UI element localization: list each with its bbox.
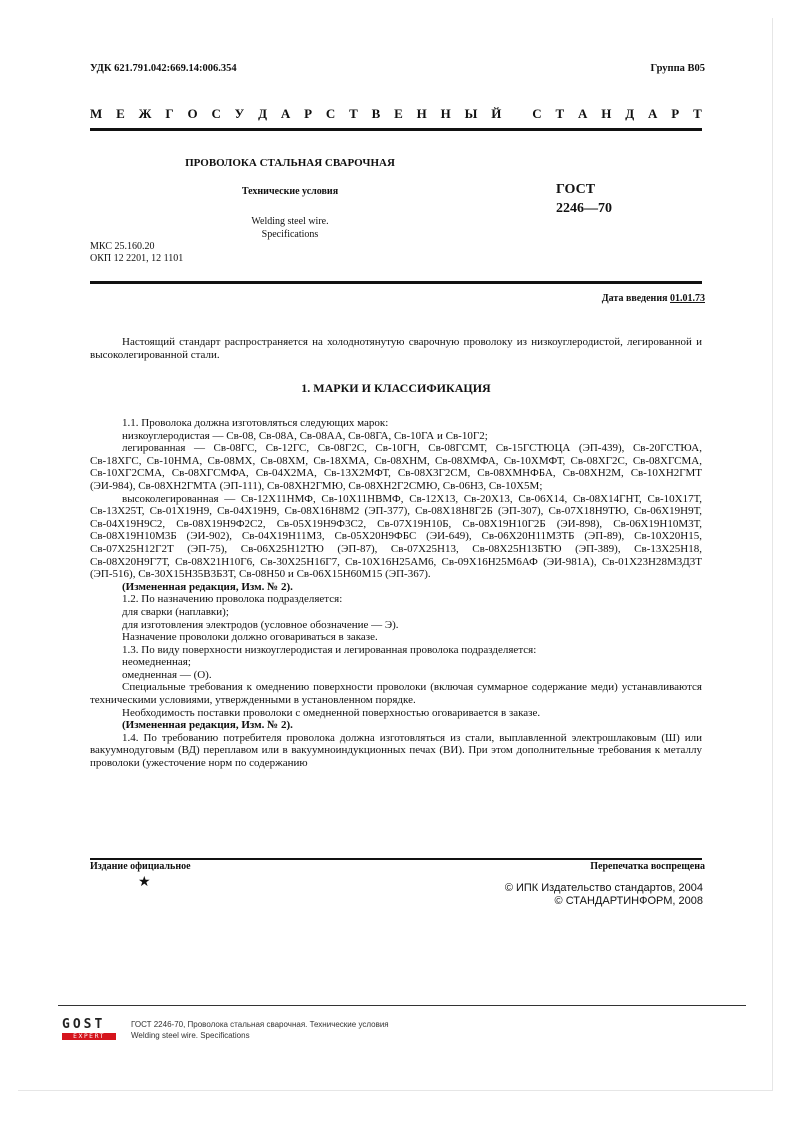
high-alloyed-grades: высоколегированная — Св-12Х11НМФ, Св-10Х11НВМФ, Св-12Х13, Св-20Х13, Св-06Х14, Св-08Х14ГНТ, Св-10Х17Т, Св-13Х25Т, Св-01Х19Н9, Св-04Х19Н9, Св-08Х16Н8М2 (ЭП-377), Св-08Х18Н8Г2Б (ЭП-307), Св-07Х18Н9ТЮ, Св-06Х19Н9Т, Св-04Х19Н9С2, Св-08Х19Н9Ф2С2, Св-05Х19Н9Ф3С2, Св-07Х19Н10Б, Св-08Х19Н10Г2Б (ЭИ-898), Св-06Х19Н10М3Т, Св-08Х19Н10М3Б (ЭИ-902), Св-04Х19Н11М3, Св-05Х20Н9ФБС (ЭИ-649), Св-06Х20Н11М3ТБ (ЭП-89), Св-10Х20Н15, Св-07Х25Н12Г2Т (ЭП-75), Св-06Х25Н12ТЮ (ЭП-87), Св-07Х25Н13, Св-08Х25Н13БТЮ (ЭП-389), Св-13Х25Н18, Св-08Х20Н9Г7Т, Св-08Х21Н10Г6, Св-30Х25Н16Г7, Св-10Х16Н25АМ6, Св-09Х16Н25М6АФ (ЭИ-981А), Св-01Х23Н28М3Д3Т (ЭП-516), Св-30Х15Н35В3Б3Т, Св-08Н50 и Св-06Х15Н60М15 (ЭП-367). bbox=[90, 492, 702, 581]
heading-letter: С bbox=[532, 106, 542, 121]
heading-letter: Р bbox=[304, 106, 313, 121]
english-title-line1: Welding steel wire. bbox=[251, 216, 329, 227]
reprint-prohibited-label: Перепечатка воспрещена bbox=[590, 861, 705, 872]
heading-letter: Ы bbox=[464, 106, 478, 121]
title-block-rule bbox=[90, 281, 702, 284]
heading-letter: Т bbox=[555, 106, 565, 121]
heading-letter: Т bbox=[693, 106, 702, 121]
preamble bbox=[90, 336, 702, 361]
section-1-title: 1. МАРКИ И КЛАССИФИКАЦИЯ bbox=[301, 381, 491, 395]
heading-letter: А bbox=[578, 106, 588, 121]
document-meta bbox=[131, 1019, 389, 1041]
heading-letter: Д bbox=[625, 106, 635, 121]
heading-letter: С bbox=[325, 106, 336, 121]
clause-1-2: 1.2. По назначению проволока подразделяется: bbox=[122, 593, 343, 606]
surface-uncoppered: неомедненная; bbox=[122, 656, 191, 669]
heading-letter: В bbox=[371, 106, 381, 121]
copyright-line2: © СТАНДАРТИНФОРМ, 2008 bbox=[554, 895, 703, 907]
heading-letter: Н bbox=[601, 106, 612, 121]
surface-coppered: омедненная — (О). bbox=[122, 668, 212, 681]
mks-code: МКС 25.160.20 bbox=[90, 241, 155, 252]
clause-1-3: 1.3. По виду поверхности низкоуглеродистая и легированная проволока подразделяется: bbox=[122, 643, 537, 656]
purpose-welding: для сварки (наплавки); bbox=[122, 605, 229, 618]
udk-code: УДК 621.791.042:669.14:006.354 bbox=[90, 63, 237, 74]
clause-1-4: 1.4. По требованию потребителя проволока должна изготовляться из стали, выплавленной электрошлаковым (Ш) или вакуумнодуговым (ВД) переплавом или в вакуумноиндукционных печах (ВИ). При этом дополнительные требования к металлу проволоки (ужесточение норм по содержанию bbox=[90, 731, 702, 770]
english-title-line2: Specifications bbox=[261, 229, 319, 240]
document-meta-ru: ГОСТ 2246-70, Проволока стальная сварочная. Технические условия bbox=[131, 1020, 389, 1029]
heading-letter: Г bbox=[165, 106, 174, 121]
clause-1-1: 1.1. Проволока должна изготовляться следующих марок: bbox=[122, 417, 389, 429]
revision-note: (Измененная редакция, Изм. № 2). bbox=[122, 580, 293, 593]
purpose-note: Назначение проволоки должно оговариваться в заказе. bbox=[122, 631, 378, 644]
revision-note: (Измененная редакция, Изм. № 2). bbox=[122, 719, 293, 732]
section-1-body bbox=[90, 417, 702, 770]
introduction-date bbox=[602, 293, 705, 304]
introduction-date-value: 01.01.73 bbox=[670, 293, 705, 304]
header-rule bbox=[90, 128, 702, 131]
english-title bbox=[120, 215, 460, 241]
heading-letter: Й bbox=[491, 106, 502, 121]
heading-letter: Т bbox=[349, 106, 358, 121]
okp-code: ОКП 12 2201, 12 1101 bbox=[90, 253, 184, 264]
gost-number: 2246—70 bbox=[556, 201, 612, 216]
interstate-standard-heading bbox=[90, 106, 702, 122]
introduction-date-label: Дата введения bbox=[601, 293, 668, 304]
footer-rule bbox=[90, 858, 702, 860]
heading-letter: Ж bbox=[138, 106, 152, 121]
star-icon: ★ bbox=[138, 875, 151, 890]
low-carbon-grades: низкоуглеродистая — Св-08, Св-08А, Св-08АА, Св-08ГА, Св-10ГА и Св-10Г2; bbox=[122, 429, 488, 442]
logo-top-text: GOST bbox=[62, 1017, 106, 1032]
heading-letter: Р bbox=[671, 106, 680, 121]
heading-letter: Н bbox=[440, 106, 451, 121]
page-footer-rule bbox=[58, 1005, 746, 1006]
copyright-line1: © ИПК Издательство стандартов, 2004 bbox=[504, 882, 703, 894]
heading-letter: А bbox=[648, 106, 658, 121]
coppered-supply-note: Необходимость поставки проволоки с омедненной поверхностью оговаривается в заказе. bbox=[122, 706, 541, 719]
purpose-electrodes: для изготовления электродов (условное обозначение — Э). bbox=[122, 618, 399, 631]
gost-expert-logo-icon bbox=[62, 1018, 118, 1042]
heading-letter: А bbox=[280, 106, 291, 121]
heading-letter: У bbox=[234, 106, 245, 121]
classification-codes bbox=[90, 241, 183, 265]
document-meta-en: Welding steel wire. Specifications bbox=[131, 1031, 250, 1040]
heading-letter: М bbox=[90, 106, 103, 121]
document-title: ПРОВОЛОКА СТАЛЬНАЯ СВАРОЧНАЯ bbox=[185, 157, 395, 169]
heading-letter: Д bbox=[258, 106, 268, 121]
alloyed-grades: легированная — Св-08ГС, Св-12ГС, Св-08Г2С, Св-10ГН, Св-08ГСМТ, Св-15ГСТЮЦА (ЭП-439), Св-20ГСТЮА, Св-18ХГС, Св-10НМА, Св-08МХ, Св-08ХМ, Св-18ХМА, Св-08ХНМ, Св-08ХМФА, Св-10ХМФТ, Св-08ХГ2С, Св-08ХГСМА, Св-10ХГ2СМА, Св-08ХГСМФА, Св-04Х2МА, Св-13Х2МФТ, Св-08Х3Г2СМ, Св-08ХМНФБА, Св-08ХН2М, Св-10ХН2ГМТ (ЭИ-984), Св-08ХН2ГМТА (ЭП-111), Св-08ХН2ГМЮ, Св-08ХН2Г2СМЮ, Св-06Н3, Св-10Х5М; bbox=[90, 442, 702, 492]
logo-bottom-text: EXPERT bbox=[62, 1033, 116, 1040]
heading-letter: Е bbox=[116, 106, 125, 121]
heading-letter: О bbox=[187, 106, 198, 121]
gost-designation bbox=[556, 180, 612, 218]
coppering-requirements: Специальные требования к омеднению поверхности проволоки (включая суммарное содержание меди) устанавливаются техническими условиями, утвержденными в установленном порядке. bbox=[90, 681, 702, 707]
heading-letter: Е bbox=[394, 106, 403, 121]
preamble-text: Настоящий стандарт распространяется на холоднотянутую сварочную проволоку из низкоуглеродистой, легированной и высоколегированной стали. bbox=[90, 336, 702, 361]
heading-letter bbox=[515, 106, 518, 122]
official-edition-label: Издание официальное bbox=[90, 861, 191, 872]
document-subtitle: Технические условия bbox=[241, 186, 339, 197]
group-code: Группа В05 bbox=[650, 63, 705, 74]
heading-letter: С bbox=[211, 106, 221, 121]
copyright-block bbox=[505, 882, 703, 908]
heading-letter: Н bbox=[416, 106, 427, 121]
gost-word: ГОСТ bbox=[556, 182, 596, 197]
